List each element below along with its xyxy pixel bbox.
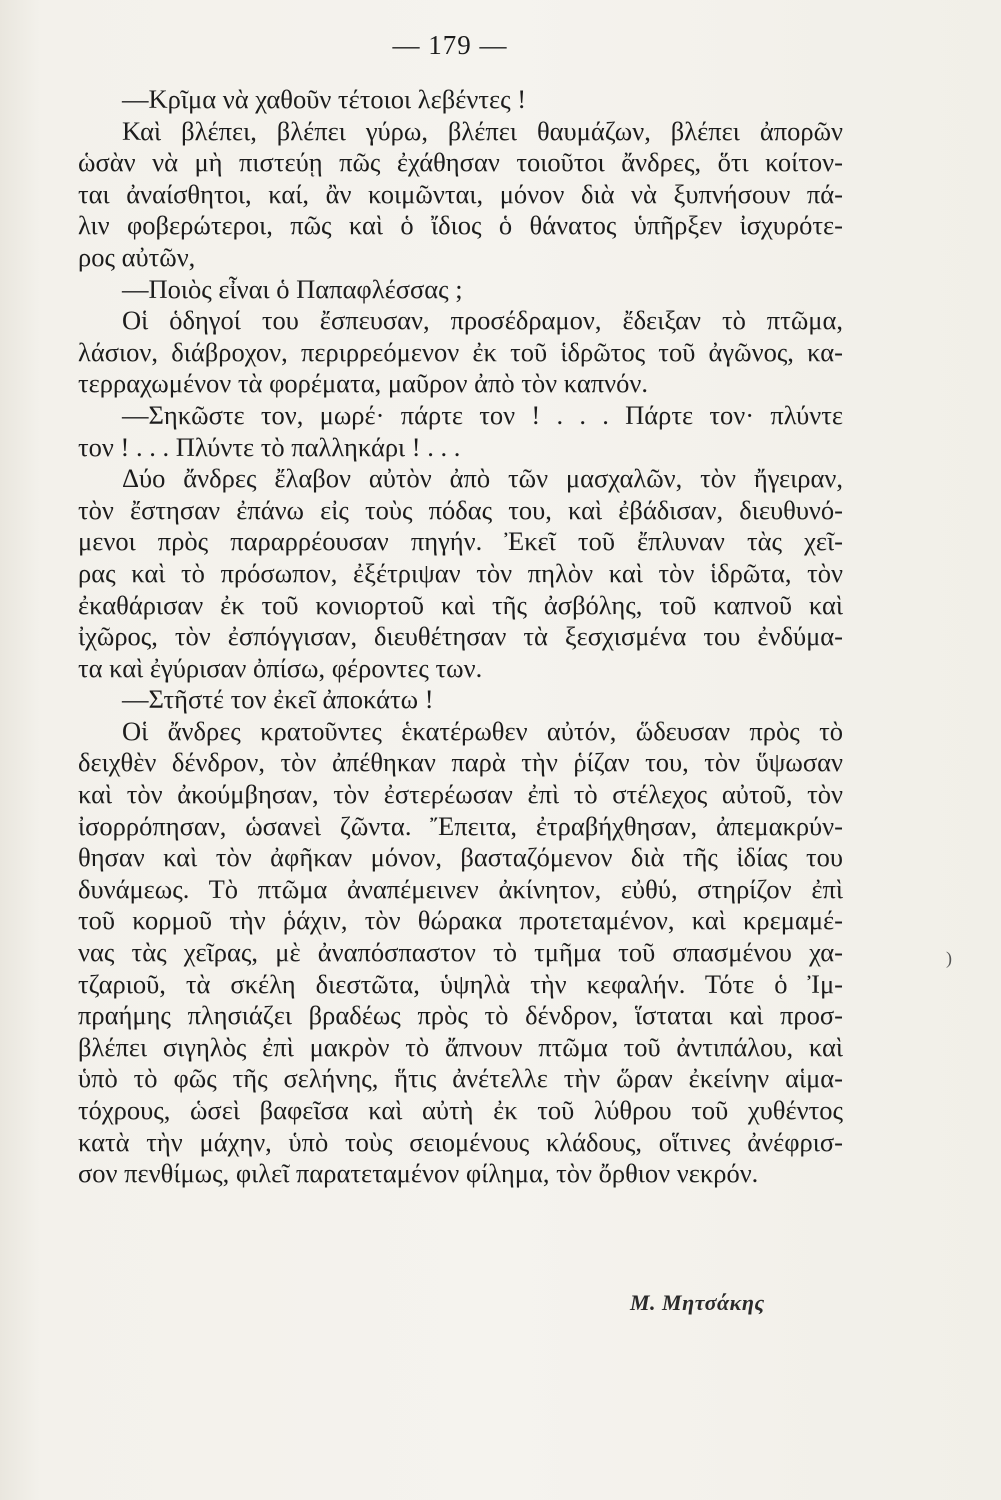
text-line: τζαριοῦ, τὰ σκέλη διεστῶτα, ὑψηλὰ τὴν κεφαλήν. Τότε ὁ Ἰμ- [78, 968, 843, 999]
text-line: Καὶ βλέπει, βλέπει γύρω, βλέπει θαυμάζων, βλέπει ἀπορῶν [122, 115, 843, 146]
text-line: λιν φοβερώτεροι, πῶς καὶ ὁ ἴδιος ὁ θάνατος ὑπῆρξεν ἰσχυρότε- [78, 210, 843, 241]
text-line: νας τὰς χεῖρας, μὲ ἀναπόσπαστον τὸ τμῆμα τοῦ σπασμένου χα- [78, 937, 843, 968]
text-line: ται ἀναίσθητοι, καί, ἂν κοιμῶνται, μόνον διὰ νὰ ξυπνήσουν πά- [78, 178, 843, 209]
text-line: ὑπὸ τὸ φῶς τῆς σελήνης, ἥτις ἀνέτελλε τὴν ὥραν ἐκείνην αἱμα- [78, 1063, 843, 1094]
text-line: —Ποιὸς εἶναι ὁ Παπαφλέσσας ; [122, 273, 463, 304]
text-line: δυνάμεως. Τὸ πτῶμα ἀναπέμεινεν ἀκίνητον, εὐθύ, στηρίζον ἐπὶ [78, 873, 843, 904]
page-number: — 179 — [392, 30, 508, 60]
text-line: —Στῆστέ τον ἐκεῖ ἀποκάτω ! [122, 684, 434, 715]
text-line: ἰχῶρος, τὸν ἐσπόγγισαν, διευθέτησαν τὰ ξεσχισμένα του ἐνδύμα- [78, 621, 843, 652]
text-line: καὶ τὸν ἀκούμβησαν, τὸν ἐστερέωσαν ἐπὶ τὸ στέλεχος αὐτοῦ, τὸν [78, 779, 843, 810]
text-line: δειχθὲν δένδρον, τὸν ἀπέθηκαν παρὰ τὴν ῥίζαν του, τὸν ὕψωσαν [78, 747, 843, 778]
text-line: τὸν ἔστησαν ἐπάνω εἰς τοὺς πόδας του, καὶ ἐβάδισαν, διευθυνό- [78, 494, 843, 525]
text-line: —Κρῖμα νὰ χαθοῦν τέτοιοι λεβέντες ! [122, 84, 527, 114]
text-line: ἐκαθάρισαν ἐκ τοῦ κονιορτοῦ καὶ τῆς ἀσβόλης, τοῦ καπνοῦ καὶ [78, 589, 843, 620]
text-line: ὡσὰν νὰ μὴ πιστεύῃ πῶς ἐχάθησαν τοιοῦτοι ἄνδρες, ὅτι κοίτον- [78, 147, 843, 178]
text-line: ρος αὐτῶν, [78, 241, 196, 272]
text-line: θησαν καὶ τὸν ἀφῆκαν μόνον, βασταζόμενον διὰ τῆς ἰδίας του [78, 842, 843, 873]
text-line: Δύο ἄνδρες ἔλαβον αὐτὸν ἀπὸ τῶν μασχαλῶν, τὸν ἤγειραν, [122, 463, 843, 494]
text-line: ρας καὶ τὸ πρόσωπον, ἐξέτριψαν τὸν πηλὸν καὶ τὸν ἱδρῶτα, τὸν [78, 557, 843, 588]
body-text [78, 84, 843, 1190]
text-line: τοῦ κορμοῦ τὴν ῥάχιν, τὸν θώρακα προτεταμένον, καὶ κρεμαμέ- [78, 905, 843, 936]
text-line: ἰσορρόπησαν, ὡσανεὶ ζῶντα. Ἔπειτα, ἐτραβήχθησαν, ἀπεμακρύν- [78, 810, 843, 841]
text-line: σον πενθίμως, φιλεῖ παρατεταμένον φίλημα, τὸν ὄρθιον νεκρόν. [78, 1158, 759, 1189]
text-line: λάσιον, διάβροχον, περιρρεόμενον ἐκ τοῦ ἱδρῶτος τοῦ ἀγῶνος, κα- [78, 336, 843, 367]
text-line: πραήμης πλησιάζει βραδέως πρὸς τὸ δένδρον, ἵσταται καὶ προσ- [78, 1000, 843, 1031]
text-line: τόχρους, ὡσεὶ βαφεῖσα καὶ αὐτὴ ἐκ τοῦ λύθρου τοῦ χυθέντος [78, 1095, 843, 1125]
text-line: μενοι πρὸς παραρρέουσαν πηγήν. Ἐκεῖ τοῦ ἔπλυναν τὰς χεῖ- [78, 526, 843, 557]
text-line: Οἱ ἄνδρες κρατοῦντες ἑκατέρωθεν αὐτόν, ὥδευσαν πρὸς τὸ [122, 715, 843, 746]
text-line: κατὰ τὴν μάχην, ὑπὸ τοὺς σειομένους κλάδους, οἵτινες ἀνέφρισ- [78, 1126, 843, 1157]
margin-mark: ) [946, 948, 952, 968]
text-line: τερραχωμένον τὰ φορέματα, μαῦρον ἀπὸ τὸν καπνόν. [78, 368, 648, 399]
text-line: —Σηκῶστε τον, μωρέ· πάρτε τον ! . . . Πάρτε τον· πλύντε [122, 399, 843, 430]
author-signature: Μ. Μητσάκης [630, 1290, 765, 1315]
text-line: Οἱ ὁδηγοί του ἔσπευσαν, προσέδραμον, ἔδειξαν τὸ πτῶμα, [122, 305, 843, 336]
text-line: βλέπει σιγηλὸς ἐπὶ μακρὸν τὸ ἄπνουν πτῶμα τοῦ ἀντιπάλου, καὶ [78, 1031, 843, 1062]
text-line: τον ! . . . Πλύντε τὸ παλληκάρι ! . . . [78, 431, 461, 462]
text-line: τα καὶ ἐγύρισαν ὀπίσω, φέροντες των. [78, 652, 483, 683]
